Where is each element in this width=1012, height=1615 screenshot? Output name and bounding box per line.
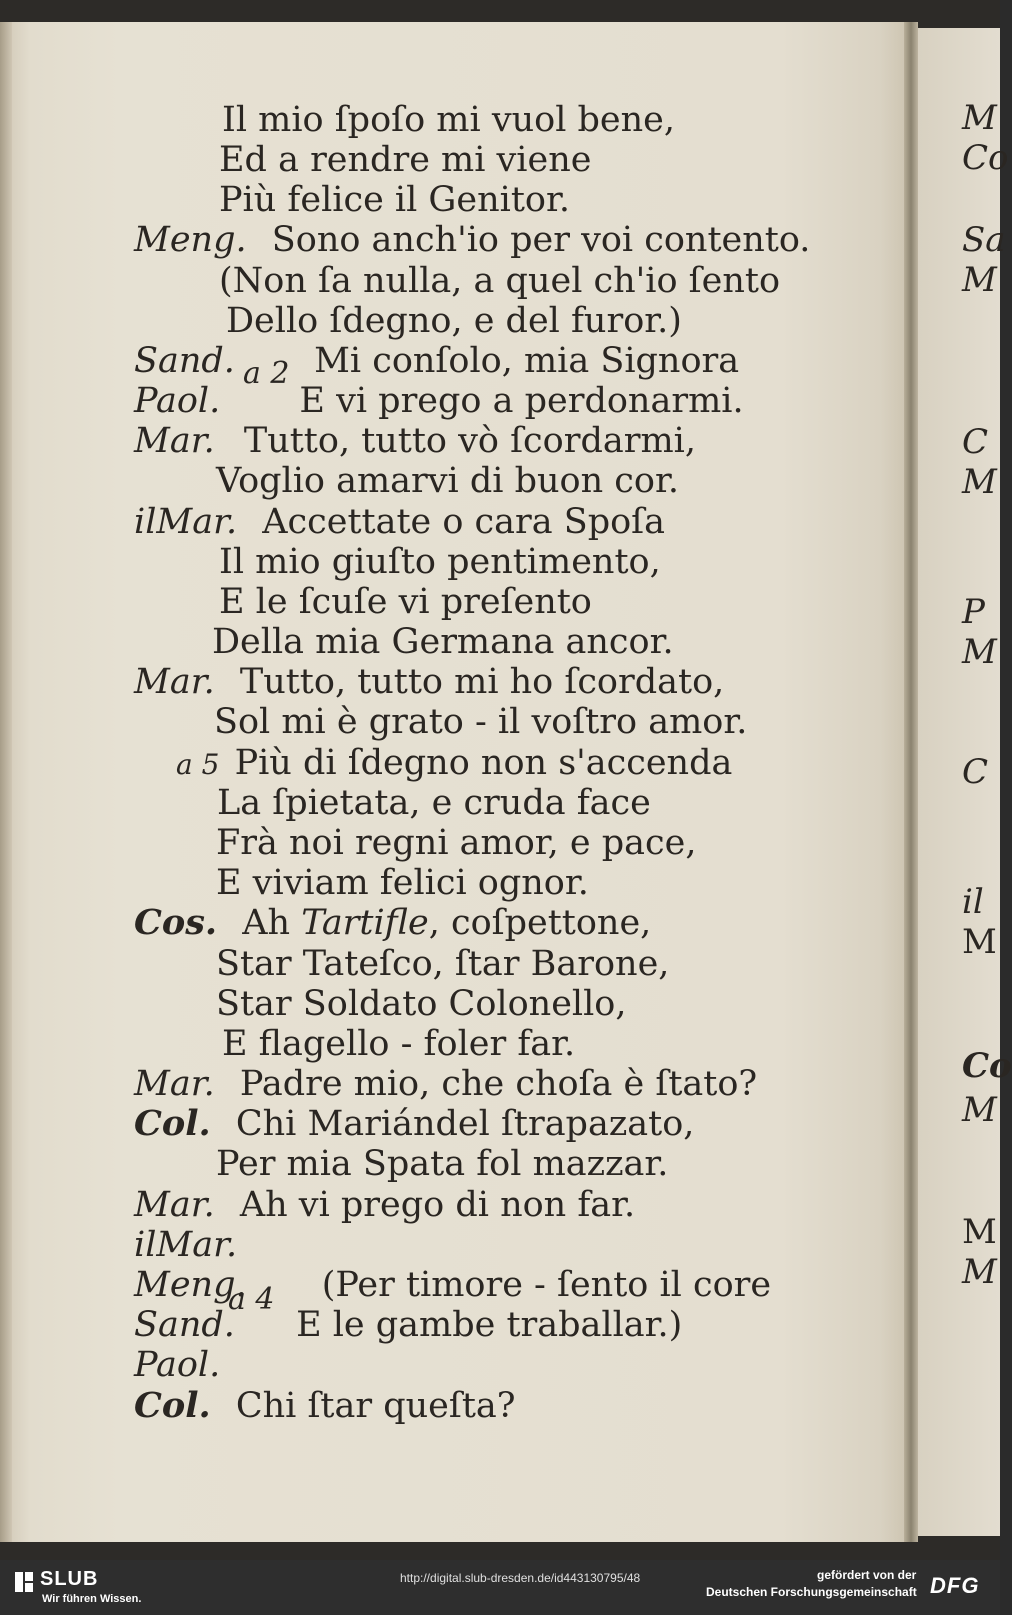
fragment: C: [962, 422, 989, 462]
source-url-link[interactable]: http://digital.slub-dresden.de/id443130795/48: [400, 1571, 641, 1585]
speaker-label: Paol.: [134, 381, 221, 421]
verse-line: E le ſcuſe vi preſento: [219, 582, 592, 622]
verse-line: Cos. Ah Tartifle, coſpettone,: [134, 902, 652, 943]
verse-line: a 5 Più di ſdegno non s'accenda: [176, 743, 733, 783]
fragment: Sa: [962, 220, 1006, 260]
verse-line: Sand. E le gambe traballar.): [134, 1305, 683, 1345]
fragment: C: [962, 752, 989, 792]
verse-line: (Non ſa nulla, a quel ch'io ſento: [219, 261, 781, 301]
verse-line: Voglio amarvi di buon cor.: [216, 461, 679, 501]
slub-logo-icon: [14, 1570, 36, 1594]
verse-line: Star Soldato Colonello,: [216, 984, 627, 1024]
verse-line: Mar. Tutto, tutto mi ho ſcordato,: [134, 662, 725, 702]
verse-line: Mar. Ah vi prego di non far.: [134, 1185, 636, 1225]
speaker-label: Sand.: [134, 341, 235, 381]
speaker-label: Col.: [134, 1103, 211, 1144]
ensemble-mark: a 2: [243, 356, 290, 391]
speaker-label: Mar.: [134, 1185, 215, 1225]
fragment: il: [962, 882, 984, 922]
verse-line: Dello ſdegno, e del furor.): [226, 301, 682, 341]
fragment: M: [962, 1090, 997, 1130]
verse-line: Mar. Padre mio, che choſa è ſtato?: [134, 1064, 758, 1104]
speaker-label: Sand.: [134, 1305, 235, 1345]
verse-line: Sol mi è grato - il voſtro amor.: [214, 702, 748, 742]
speaker-label: Meng.: [134, 1265, 247, 1305]
verse-line: Ed a rendre mi viene: [219, 140, 592, 180]
verse-line: [134, 1225, 237, 1265]
fragment: Co: [962, 138, 1009, 178]
speaker-label: Paol.: [134, 1345, 221, 1385]
verse-line: Meng. (Per timore - ſento il core: [134, 1265, 772, 1305]
fragment: M: [962, 922, 997, 962]
slub-logo-subtitle: Wir führen Wissen.: [42, 1593, 142, 1605]
fragment: M: [962, 462, 997, 502]
fragment: M: [962, 632, 997, 672]
speaker-label: Mar.: [134, 1064, 215, 1104]
speaker-label: Cos.: [134, 902, 218, 943]
verse-line: Più felice il Genitor.: [219, 180, 570, 220]
verse-line: [134, 1345, 220, 1385]
speaker-label: ilMar.: [134, 1225, 238, 1265]
fragment: M: [962, 98, 997, 138]
verse-line: Meng. Sono anch'io per voi contento.: [134, 220, 811, 260]
speaker-label: Mar.: [134, 662, 215, 702]
fragment: M: [962, 260, 997, 300]
speaker-label: Mar.: [134, 421, 215, 461]
book-gutter: [904, 22, 918, 1542]
speaker-label: Meng.: [134, 220, 247, 260]
verse-line: Mar. Tutto, tutto vò ſcordarmi,: [134, 421, 696, 461]
fragment: P: [962, 592, 985, 632]
verse-line: E flagello - foler far.: [222, 1024, 576, 1064]
verse-line: Il mio ſpoſo mi vuol bene,: [222, 100, 676, 140]
verse-line: Sand. Mi conſolo, mia Signora: [134, 341, 740, 381]
verse-line: ilMar. Accettate o cara Spoſa: [134, 502, 666, 542]
fragment: M: [962, 1212, 997, 1252]
speaker-label: Col.: [134, 1385, 211, 1426]
verse-line: Col. Chi Mariándel ſtrapazato,: [134, 1103, 695, 1144]
verse-line: Frà noi regni amor, e pace,: [216, 823, 697, 863]
verse-line: Della mia Germana ancor.: [212, 622, 674, 662]
verse-line: Per mia Spata fol mazzar.: [216, 1144, 669, 1184]
fragment: M: [962, 1252, 997, 1292]
dfg-logo: DFG: [930, 1573, 980, 1598]
verse-line: La ſpietata, e cruda face: [217, 783, 651, 823]
verse-line: Col. Chi ſtar queſta?: [134, 1385, 516, 1426]
page-edge: [0, 22, 12, 1542]
ensemble-mark: a 4: [228, 1282, 275, 1317]
verse-line: Paol. E vi prego a perdonarmi.: [134, 381, 744, 421]
footer-bar: [0, 1560, 1000, 1615]
verse-line: Il mio giuſto pentimento,: [219, 542, 661, 582]
verse-line: E viviam felici ognor.: [216, 863, 589, 903]
slub-logo-title: SLUB: [40, 1568, 99, 1590]
funding-note-line2: Deutschen Forschungsgemeinschaft: [706, 1585, 917, 1599]
funding-note-line1: gefördert von der: [817, 1568, 917, 1582]
fragment: Co: [962, 1046, 1012, 1086]
verse-line: Star Tateſco, ſtar Barone,: [216, 944, 670, 984]
speaker-label: ilMar.: [134, 502, 238, 542]
ensemble-mark: a 5: [176, 748, 220, 781]
